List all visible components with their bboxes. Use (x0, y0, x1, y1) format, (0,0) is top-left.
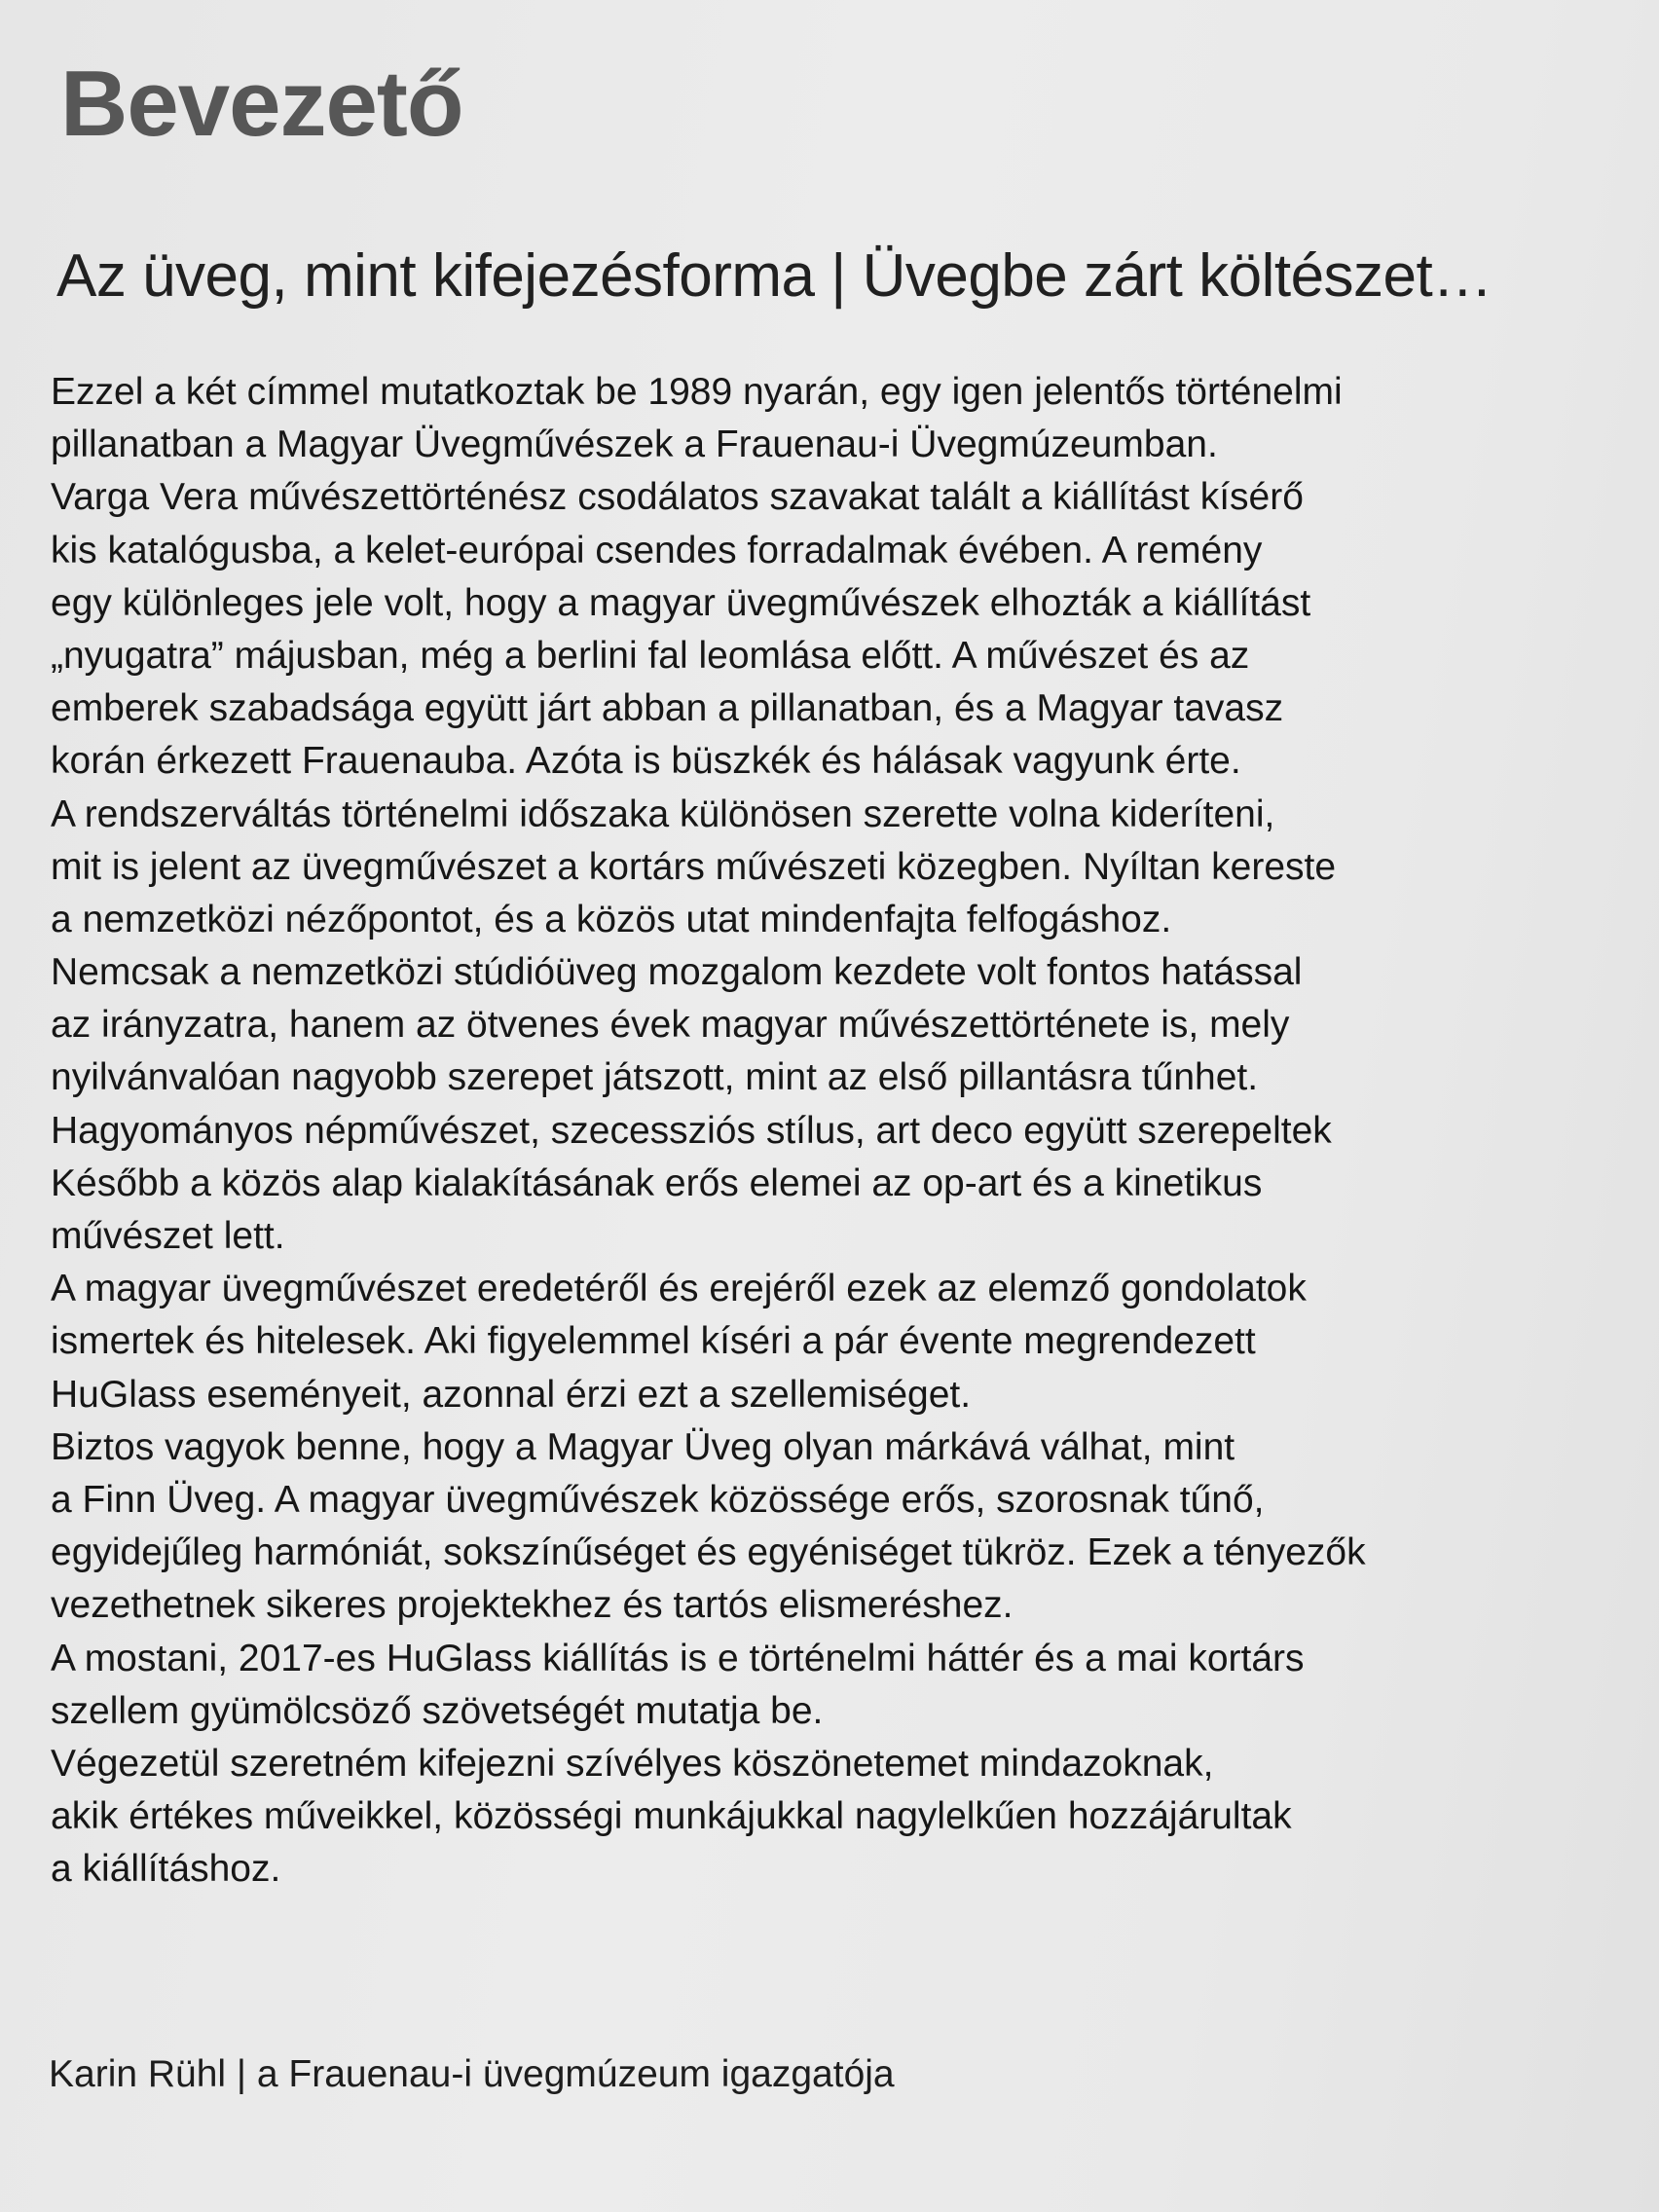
text-line: művészet lett. (51, 1215, 285, 1257)
text-line: Hagyományos népművészet, szecessziós stílus, art deco együtt szerepeltek (51, 1109, 1332, 1152)
text-line: egy különleges jele volt, hogy a magyar üvegművészek elhozták a kiállítást (51, 581, 1311, 624)
body-text (51, 366, 1628, 1896)
text-line: Ezzel a két címmel mutatkoztak be 1989 nyarán, egy igen jelentős történelmi (51, 371, 1343, 413)
text-line: HuGlass eseményeit, azonnal érzi ezt a szellemiséget. (51, 1373, 972, 1416)
text-line: nyilvánvalóan nagyobb szerepet játszott, mint az első pillantásra tűnhet. (51, 1056, 1259, 1099)
text-line: emberek szabadsága együtt járt abban a pillanatban, és a Magyar tavasz (51, 687, 1284, 730)
text-line: A magyar üvegművészet eredetéről és erejéről ezek az elemző gondolatok (51, 1268, 1307, 1310)
text-line: A rendszerváltás történelmi időszaka különösen szerette volna kideríteni, (51, 793, 1275, 835)
text-line: A mostani, 2017-es HuGlass kiállítás is e történelmi háttér és a mai kortárs (51, 1637, 1305, 1679)
text-line: mit is jelent az üvegművészet a kortárs művészeti közegben. Nyíltan kereste (51, 845, 1337, 888)
text-line: kis katalógusba, a kelet-európai csendes forradalmak évében. A remény (51, 529, 1263, 571)
text-line: szellem gyümölcsöző szövetségét mutatja be. (51, 1689, 824, 1732)
text-line: egyidejűleg harmóniát, sokszínűséget és egyéniséget tükröz. Ezek a tényezők (51, 1531, 1366, 1574)
text-line: akik értékes műveikkel, közösségi munkájukkal nagylelkűen hozzájárultak (51, 1795, 1292, 1838)
text-line: „nyugatra” májusban, még a berlini fal leomlása előtt. A művészet és az (51, 634, 1250, 677)
text-line: Végezetül szeretném kifejezni szívélyes köszönetemet mindazoknak, (51, 1742, 1214, 1785)
text-line: Biztos vagyok benne, hogy a Magyar Üveg olyan márkává válhat, mint (51, 1425, 1235, 1468)
text-line: ismertek és hitelesek. Aki figyelemmel kíséri a pár évente megrendezett (51, 1320, 1256, 1363)
text-line: az irányzatra, hanem az ötvenes évek magyar művészettörténete is, mely (51, 1004, 1290, 1047)
text-line: a Finn Üveg. A magyar üvegművészek közössége erős, szorosnak tűnő, (51, 1478, 1265, 1521)
text-line: a kiállításhoz. (51, 1848, 281, 1891)
text-line: Később a közös alap kialakításának erős elemei az op-art és a kinetikus (51, 1161, 1263, 1204)
text-line: Varga Vera művészettörténész csodálatos szavakat talált a kiállítást kísérő (51, 476, 1304, 519)
text-line: vezethetnek sikeres projektekhez és tartós elismeréshez. (51, 1584, 1014, 1627)
signature: Karin Rühl | a Frauenau-i üvegmúzeum igazgatója (49, 2053, 895, 2095)
subtitle: Az üveg, mint kifejezésforma | Üvegbe zárt költészet… (56, 242, 1493, 310)
page-title: Bevezető (60, 52, 463, 156)
text-line: korán érkezett Frauenauba. Azóta is büszkék és hálásak vagyunk érte. (51, 740, 1241, 783)
text-line: Nemcsak a nemzetközi stúdióüveg mozgalom kezdete volt fontos hatással (51, 951, 1303, 994)
text-line: a nemzetközi nézőpontot, és a közös utat mindenfajta felfogáshoz. (51, 898, 1172, 940)
text-line: pillanatban a Magyar Üvegművészek a Frauenau-i Üvegmúzeumban. (51, 424, 1218, 466)
